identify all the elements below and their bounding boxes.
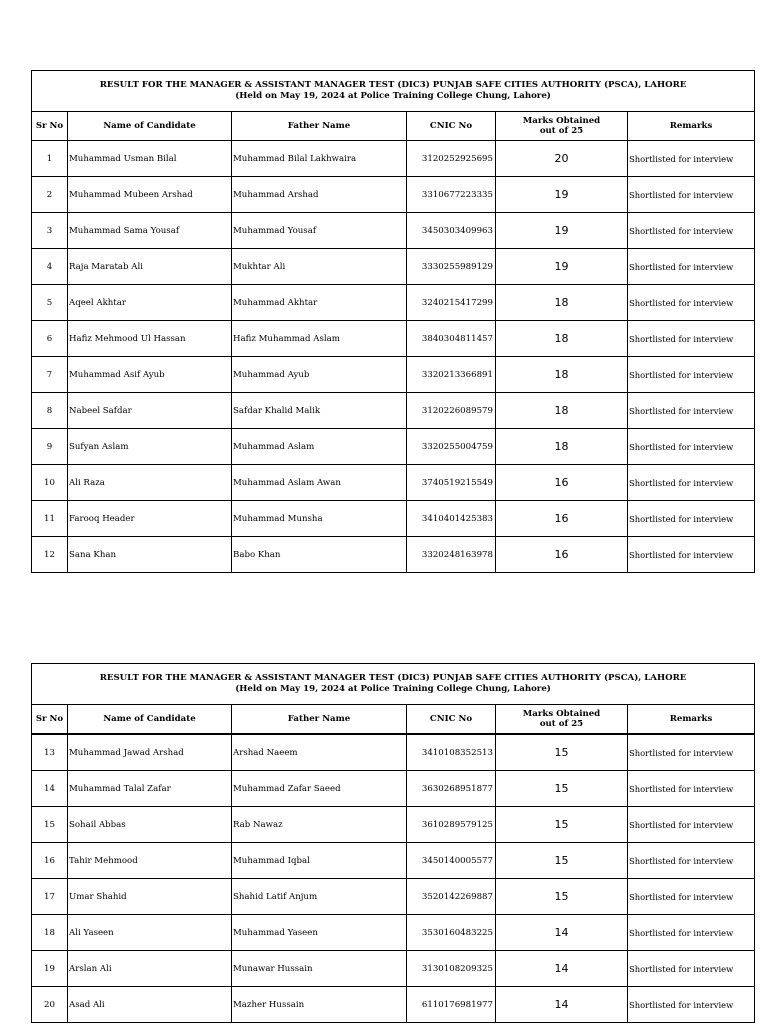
cell-father-name: Muhammad Yousaf [232,213,407,249]
cell-remarks: Shortlisted for interview [628,951,755,987]
cell-sr-no: 5 [32,285,68,321]
cell-marks: 18 [496,429,628,465]
cell-sr-no: 19 [32,951,68,987]
cell-sr-no: 8 [32,393,68,429]
cell-cnic: 3130108209325 [407,951,496,987]
cell-remarks: Shortlisted for interview [628,285,755,321]
cell-sr-no: 9 [32,429,68,465]
cell-remarks: Shortlisted for interview [628,177,755,213]
table-row [32,501,755,537]
cell-marks: 19 [496,177,628,213]
cell-father-name: Muhammad Ayub [232,357,407,393]
cell-marks: 18 [496,393,628,429]
cell-marks: 18 [496,285,628,321]
cell-candidate-name: Arslan Ali [68,951,232,987]
header-candidate-name: Name of Candidate [68,112,232,141]
cell-father-name: Babo Khan [232,537,407,573]
cell-marks: 14 [496,915,628,951]
cell-remarks: Shortlisted for interview [628,393,755,429]
cell-sr-no: 10 [32,465,68,501]
cell-marks: 19 [496,213,628,249]
cell-remarks: Shortlisted for interview [628,843,755,879]
cell-remarks: Shortlisted for interview [628,537,755,573]
cell-father-name: Muhammad Akhtar [232,285,407,321]
header-marks [496,705,628,735]
cell-cnic: 3630268951877 [407,771,496,807]
title-line-2: (Held on May 19, 2024 at Police Training College Chung, Lahore) [235,91,551,101]
cell-cnic: 3240215417299 [407,285,496,321]
header-marks-line-2: out of 25 [539,126,584,136]
cell-candidate-name: Sana Khan [68,537,232,573]
table-row [32,734,755,771]
cell-cnic: 3320248163978 [407,537,496,573]
cell-remarks: Shortlisted for interview [628,807,755,843]
cell-father-name: Muhammad Iqbal [232,843,407,879]
cell-candidate-name: Aqeel Akhtar [68,285,232,321]
table-title [32,664,755,705]
cell-father-name: Shahid Latif Anjum [232,879,407,915]
table-row [32,843,755,879]
cell-father-name: Hafiz Muhammad Aslam [232,321,407,357]
header-marks-line-1: Marks Obtained [522,116,601,126]
cell-cnic: 3610289579125 [407,807,496,843]
header-father-name: Father Name [232,112,407,141]
cell-marks: 14 [496,987,628,1023]
title-line-1: RESULT FOR THE MANAGER & ASSISTANT MANAGER TEST (DIC3) PUNJAB SAFE CITIES AUTHORITY (PSCA), LAHORE [99,80,687,90]
cell-marks: 18 [496,321,628,357]
cell-cnic: 3840304811457 [407,321,496,357]
cell-sr-no: 4 [32,249,68,285]
cell-candidate-name: Muhammad Jawad Arshad [68,734,232,771]
cell-cnic: 6110176981977 [407,987,496,1023]
cell-cnic: 3450303409963 [407,213,496,249]
table-row [32,141,755,177]
cell-candidate-name: Ali Yaseen [68,915,232,951]
cell-marks: 16 [496,537,628,573]
cell-cnic: 3120226089579 [407,393,496,429]
header-cnic: CNIC No [407,705,496,735]
header-remarks: Remarks [628,112,755,141]
cell-cnic: 3320213366891 [407,357,496,393]
cell-cnic: 3450140005577 [407,843,496,879]
cell-marks: 16 [496,501,628,537]
title-line-2: (Held on May 19, 2024 at Police Training College Chung, Lahore) [235,684,551,694]
table-1-body [32,71,755,573]
header-marks-line-1: Marks Obtained [522,709,601,719]
cell-father-name: Muhammad Arshad [232,177,407,213]
cell-cnic: 3320255004759 [407,429,496,465]
header-remarks: Remarks [628,705,755,735]
cell-marks: 14 [496,951,628,987]
cell-remarks: Shortlisted for interview [628,771,755,807]
table-row [32,213,755,249]
cell-father-name: Muhammad Munsha [232,501,407,537]
cell-cnic: 3120252925695 [407,141,496,177]
cell-father-name: Munawar Hussain [232,951,407,987]
cell-sr-no: 7 [32,357,68,393]
table-row [32,879,755,915]
cell-remarks: Shortlisted for interview [628,141,755,177]
cell-candidate-name: Muhammad Mubeen Arshad [68,177,232,213]
table-row [32,429,755,465]
cell-cnic: 3310677223335 [407,177,496,213]
cell-sr-no: 17 [32,879,68,915]
header-sr-no: Sr No [32,705,68,735]
header-marks-line-2: out of 25 [539,719,584,729]
cell-sr-no: 16 [32,843,68,879]
cell-remarks: Shortlisted for interview [628,357,755,393]
cell-candidate-name: Ali Raza [68,465,232,501]
cell-candidate-name: Nabeel Safdar [68,393,232,429]
table-row [32,537,755,573]
cell-sr-no: 1 [32,141,68,177]
cell-remarks: Shortlisted for interview [628,249,755,285]
cell-candidate-name: Tahir Mehmood [68,843,232,879]
cell-sr-no: 12 [32,537,68,573]
cell-father-name: Muhammad Zafar Saeed [232,771,407,807]
table-row [32,987,755,1023]
cell-marks: 15 [496,807,628,843]
cell-sr-no: 20 [32,987,68,1023]
cell-father-name: Arshad Naeem [232,734,407,771]
cell-candidate-name: Raja Maratab Ali [68,249,232,285]
table-row [32,285,755,321]
table-row [32,177,755,213]
cell-candidate-name: Sufyan Aslam [68,429,232,465]
header-row [32,112,755,141]
cell-candidate-name: Hafiz Mehmood Ul Hassan [68,321,232,357]
cell-father-name: Muhammad Bilal Lakhwaira [232,141,407,177]
cell-remarks: Shortlisted for interview [628,321,755,357]
cell-candidate-name: Farooq Header [68,501,232,537]
cell-marks: 15 [496,843,628,879]
cell-cnic: 3410108352513 [407,734,496,771]
cell-remarks: Shortlisted for interview [628,213,755,249]
header-candidate-name: Name of Candidate [68,705,232,735]
cell-father-name: Muhammad Aslam [232,429,407,465]
cell-remarks: Shortlisted for interview [628,915,755,951]
cell-remarks: Shortlisted for interview [628,501,755,537]
table-row [32,321,755,357]
cell-sr-no: 13 [32,734,68,771]
table-row [32,465,755,501]
cell-candidate-name: Muhammad Sama Yousaf [68,213,232,249]
header-father-name: Father Name [232,705,407,735]
cell-cnic: 3740519215549 [407,465,496,501]
result-table-2 [31,663,755,1023]
cell-sr-no: 15 [32,807,68,843]
header-marks [496,112,628,141]
title-line-1: RESULT FOR THE MANAGER & ASSISTANT MANAGER TEST (DIC3) PUNJAB SAFE CITIES AUTHORITY (PSCA), LAHORE [99,673,687,683]
cell-marks: 15 [496,734,628,771]
table-row [32,771,755,807]
cell-sr-no: 18 [32,915,68,951]
cell-sr-no: 11 [32,501,68,537]
cell-cnic: 3530160483225 [407,915,496,951]
cell-candidate-name: Muhammad Usman Bilal [68,141,232,177]
cell-marks: 18 [496,357,628,393]
table-row [32,357,755,393]
cell-father-name: Safdar Khalid Malik [232,393,407,429]
cell-marks: 15 [496,771,628,807]
cell-cnic: 3410401425383 [407,501,496,537]
cell-remarks: Shortlisted for interview [628,879,755,915]
header-cnic: CNIC No [407,112,496,141]
cell-candidate-name: Sohail Abbas [68,807,232,843]
cell-candidate-name: Umar Shahid [68,879,232,915]
header-row [32,705,755,735]
result-table-1 [31,70,755,573]
cell-sr-no: 2 [32,177,68,213]
cell-sr-no: 14 [32,771,68,807]
cell-sr-no: 3 [32,213,68,249]
cell-remarks: Shortlisted for interview [628,465,755,501]
cell-father-name: Mukhtar Ali [232,249,407,285]
table-row [32,393,755,429]
table-row [32,951,755,987]
cell-father-name: Mazher Hussain [232,987,407,1023]
cell-cnic: 3330255989129 [407,249,496,285]
cell-candidate-name: Asad Ali [68,987,232,1023]
cell-marks: 15 [496,879,628,915]
table-row [32,807,755,843]
table-2-body [32,664,755,1023]
header-sr-no: Sr No [32,112,68,141]
cell-remarks: Shortlisted for interview [628,429,755,465]
table-title [32,71,755,112]
cell-remarks: Shortlisted for interview [628,987,755,1023]
cell-remarks: Shortlisted for interview [628,734,755,771]
cell-marks: 20 [496,141,628,177]
cell-candidate-name: Muhammad Talal Zafar [68,771,232,807]
cell-sr-no: 6 [32,321,68,357]
cell-father-name: Muhammad Aslam Awan [232,465,407,501]
table-row [32,249,755,285]
cell-cnic: 3520142269887 [407,879,496,915]
table-row [32,915,755,951]
cell-father-name: Rab Nawaz [232,807,407,843]
cell-marks: 19 [496,249,628,285]
cell-marks: 16 [496,465,628,501]
cell-father-name: Muhammad Yaseen [232,915,407,951]
cell-candidate-name: Muhammad Asif Ayub [68,357,232,393]
